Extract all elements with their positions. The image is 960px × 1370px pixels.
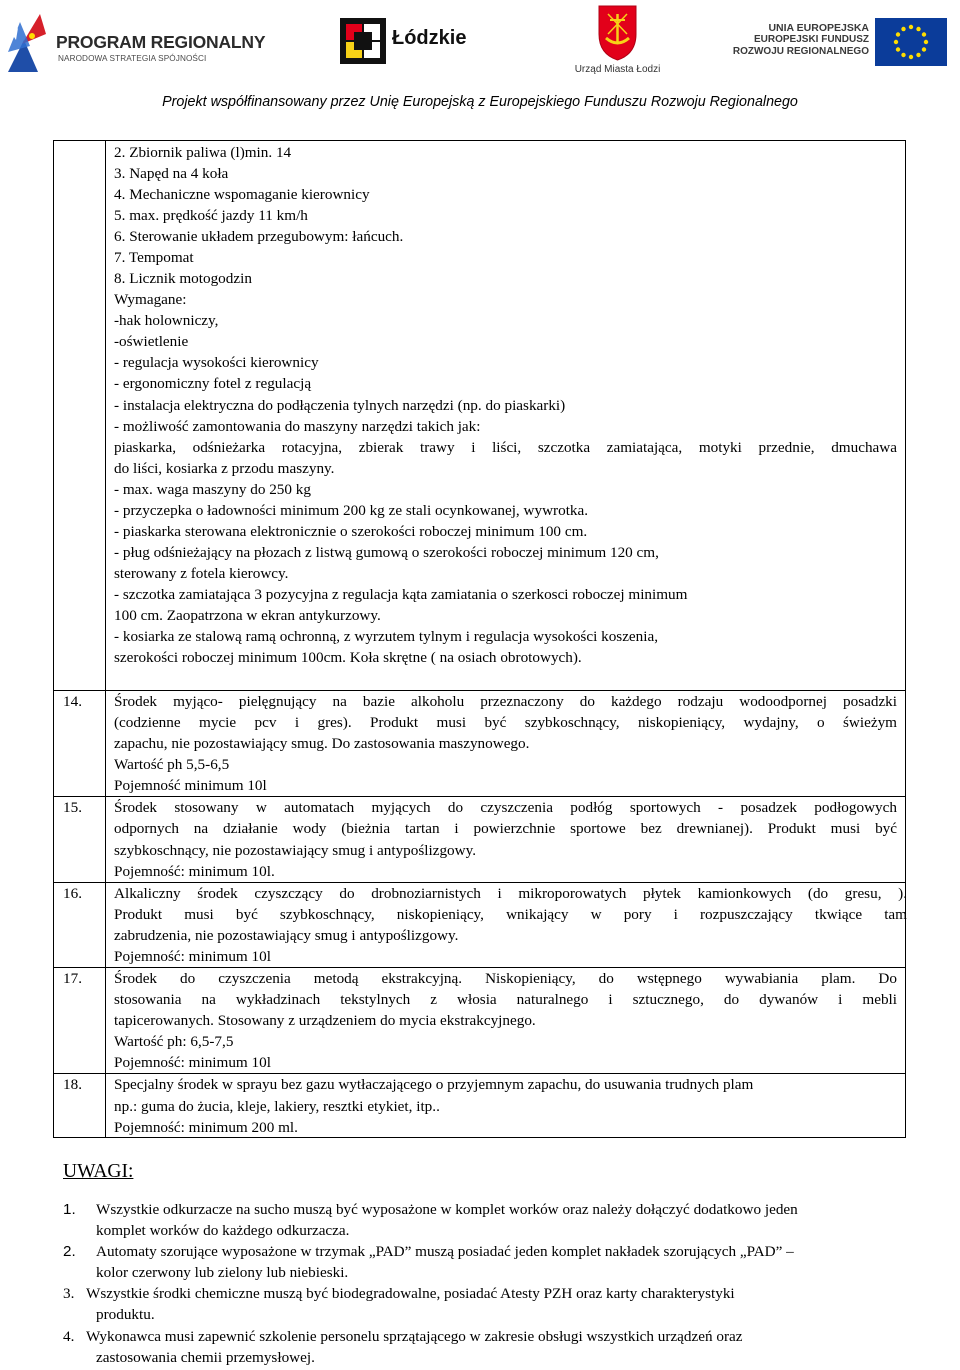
ue-line-1: UNIA EUROPEJSKA bbox=[768, 22, 869, 34]
eu-star-icon bbox=[896, 32, 900, 36]
spec-line: sterowany z fotela kierowcy. bbox=[114, 565, 289, 582]
eu-flag-icon bbox=[875, 18, 947, 66]
note-text-line: Wykonawca musi zapewnić szkolenie personelu sprzątającego w zakresie obsługi wszystkich urządzeń oraz bbox=[86, 1328, 743, 1345]
row-text-line: Środek myjąco- pielęgnujący na bazie alkoholu przeznaczony do każdego rodzaju wodoodpornej posadzki bbox=[114, 693, 897, 710]
table-column-divider bbox=[105, 140, 106, 1138]
program-regionalny-logo bbox=[6, 12, 266, 74]
urzad-miasta-lodzi-logo bbox=[570, 4, 665, 78]
eu-star-icon bbox=[924, 40, 928, 44]
spec-line: 5. max. prędkość jazdy 11 km/h bbox=[114, 207, 308, 224]
row-number: 16. bbox=[63, 885, 82, 902]
spec-line: -hak holowniczy, bbox=[114, 312, 219, 329]
row-text-line: Pojemność: minimum 10l. bbox=[114, 863, 275, 880]
spec-line: do liści, kosiarka z przodu maszyny. bbox=[114, 460, 335, 477]
note-number: 2. bbox=[63, 1243, 76, 1260]
note-text-line: zastosowania chemii przemysłowej. bbox=[96, 1349, 315, 1366]
row-text-line: Pojemność: minimum 10l bbox=[114, 1054, 271, 1071]
eu-star-icon bbox=[922, 47, 926, 51]
spec-line: - możliwość zamontowania do maszyny narzędzi takich jak: bbox=[114, 418, 481, 435]
spec-line: 2. Zbiornik paliwa (l)min. 14 bbox=[114, 144, 292, 161]
row-text-line: Środek do czyszczenia metodą ekstrakcyjną. Niskopieniący, do wstępnego wywabiania plam. Do bbox=[114, 970, 897, 987]
row-text-line: Alkaliczny środek czyszczący do drobnoziarnistych i mikroporowatych płytek kamionkowych (do gresu, ). bbox=[114, 885, 907, 902]
project-cofinancing-caption: Projekt współfinansowany przez Unię Europejską z Europejskiego Funduszu Rozwoju Regionalnego bbox=[162, 94, 798, 110]
spec-line: 3. Napęd na 4 koła bbox=[114, 165, 229, 182]
lodzkie-title: Łódzkie bbox=[392, 27, 467, 49]
spec-line: 6. Sterowanie układem przegubowym: łańcuch. bbox=[114, 228, 404, 245]
row-text-line: stosowania na wykładzinach tekstylnych z włosia naturalnego i sztucznego, do dywanów i mebli bbox=[114, 991, 897, 1008]
eu-star-icon bbox=[896, 47, 900, 51]
lodzkie-logo bbox=[340, 18, 470, 66]
row-text-line: odpornych na działanie wody (bieżnia tartan i powierzchnie sportowe bez drewnianej). Produkt musi być bbox=[114, 820, 897, 837]
eu-star-icon bbox=[922, 32, 926, 36]
spec-line: - ergonomiczny fotel z regulacją bbox=[114, 375, 312, 392]
row-text-line: szybkoschnący, nie pozostawiający smug i antypoślizgowy. bbox=[114, 842, 477, 859]
row-text-line: (codzienne mycie pcv i gres). Produkt musi być szybkoschnący, niskopieniący, wydajny, o świeżym bbox=[114, 714, 897, 731]
row-text-line: Produkt musi być szybkoschnący, niskopieniący, wnikający w pory i rozpuszczający tkwiące tam bbox=[114, 906, 907, 923]
note-text-line: Automaty szorujące wyposażone w trzymak „PAD” muszą posiadać jeden komplet nakładek szorujących „PAD” – bbox=[96, 1243, 794, 1260]
note-text-line: produktu. bbox=[96, 1306, 155, 1323]
note-text-line: Wszystkie odkurzacze na sucho muszą być wyposażone w komplet worków oraz należy dołączyć dodatkowo jeden bbox=[96, 1201, 798, 1218]
program-regionalny-emblem bbox=[6, 12, 54, 74]
spec-line: - szczotka zamiatająca 3 pozycyjna z regulacja kąta zamiatania o szerkosci roboczej minimum bbox=[114, 586, 688, 603]
spec-line: - regulacja wysokości kierownicy bbox=[114, 354, 319, 371]
note-number: 4. bbox=[63, 1328, 75, 1345]
row-text-line: Wartość ph 5,5-6,5 bbox=[114, 756, 230, 773]
eu-star-icon bbox=[901, 27, 905, 31]
row-text-line: Wartość ph: 6,5-7,5 bbox=[114, 1033, 234, 1050]
urzad-miasta-lodzi-caption: Urząd Miasta Łodzi bbox=[574, 64, 661, 75]
row-text-line: np.: guma do żucia, kleje, lakiery, resztki etykiet, itp.. bbox=[114, 1098, 440, 1115]
spec-line: 8. Licznik motogodzin bbox=[114, 270, 252, 287]
eu-star-icon bbox=[894, 40, 898, 44]
row-text-line: Pojemność minimum 10l bbox=[114, 777, 267, 794]
spec-line: - pług odśnieżający na płozach z listwą gumową o szerokości roboczej minimum 120 cm, bbox=[114, 544, 659, 561]
row-text-line: Pojemność: minimum 200 ml. bbox=[114, 1119, 298, 1136]
note-number: 3. bbox=[63, 1285, 75, 1302]
row-text-line: tapicerowanych. Stosowany z urządzeniem do mycia ekstrakcyjnego. bbox=[114, 1012, 536, 1029]
program-regionalny-subtitle: NARODOWA STRATEGIA SPÓJNOŚCI bbox=[58, 54, 207, 63]
eu-star-icon bbox=[901, 53, 905, 57]
spec-line: - instalacja elektryczna do podłączenia tylnych narzędzi (np. do piaskarki) bbox=[114, 397, 566, 414]
spec-line: - piaskarka sterowana elektronicznie o szerokości roboczej minimum 100 cm. bbox=[114, 523, 588, 540]
spec-line: Wymagane: bbox=[114, 291, 187, 308]
spec-line: piaskarka, odśnieżarka rotacyjna, zbierak trawy i liści, szczotka zamiatająca, motyki przednie, dmuchawa bbox=[114, 439, 897, 456]
eu-star-icon bbox=[916, 27, 920, 31]
row-number: 14. bbox=[63, 693, 82, 710]
row-number: 18. bbox=[63, 1076, 82, 1093]
note-text-line: kolor czerwony lub zielony lub niebieski. bbox=[96, 1264, 349, 1281]
row-number: 17. bbox=[63, 970, 82, 987]
note-number: 1. bbox=[63, 1201, 76, 1218]
spec-line: 7. Tempomat bbox=[114, 249, 194, 266]
ue-line-3: ROZWOJU REGIONALNEGO bbox=[732, 46, 869, 57]
row-number: 15. bbox=[63, 799, 82, 816]
spec-line: - kosiarka ze stalową ramą ochronną, z wyrzutem tylnym i regulacja wysokości koszenia, bbox=[114, 628, 659, 645]
spec-line: 4. Mechaniczne wspomaganie kierownicy bbox=[114, 186, 370, 203]
row-text-line: Pojemność: minimum 10l bbox=[114, 948, 271, 965]
ue-line-2: EUROPEJSKI FUNDUSZ bbox=[753, 34, 869, 45]
program-regionalny-title: PROGRAM REGIONALNY bbox=[56, 32, 266, 52]
row-text-line: Specjalny środek w sprayu bez gazu wytłaczającego o przyjemnym zapachu, do usuwania trudnych plam bbox=[114, 1076, 754, 1093]
spec-line: - max. waga maszyny do 250 kg bbox=[114, 481, 311, 498]
spec-line: -oświetlenie bbox=[114, 333, 189, 350]
eu-star-icon bbox=[916, 53, 920, 57]
lodzkie-emblem bbox=[340, 18, 386, 64]
spec-line: - przyczepka o ładowności minimum 200 kg ze stali ocynkowanej, wywrotka. bbox=[114, 502, 589, 519]
city-coat-of-arms-icon bbox=[570, 4, 665, 62]
note-text-line: komplet worków do każdego odkurzacza. bbox=[96, 1222, 350, 1239]
eu-star-icon bbox=[909, 55, 913, 59]
row-text-line: zabrudzenia, nie pozostawiający smug i antypoślizgowy. bbox=[114, 927, 459, 944]
spec-line: 100 cm. Zaopatrzona w ekran antykurzowy. bbox=[114, 607, 381, 624]
spec-line: szerokości roboczej minimum 100cm. Koła skrętne ( na osiach obrotowych). bbox=[114, 649, 582, 666]
notes-heading: UWAGI: bbox=[63, 1161, 134, 1182]
row-text-line: Środek stosowany w automatach myjących do czyszczenia podłóg sportowych - posadzek podłogowych bbox=[114, 799, 897, 816]
note-text-line: Wszystkie środki chemiczne muszą być biodegradowalne, posiadać Atesty PZH oraz karty charakterystyki bbox=[86, 1285, 735, 1302]
row-text-line: zapachu, nie pozostawiający smug. Do zastosowania maszynowego. bbox=[114, 735, 530, 752]
eu-star-icon bbox=[909, 25, 913, 29]
unia-europejska-logo bbox=[732, 18, 947, 68]
